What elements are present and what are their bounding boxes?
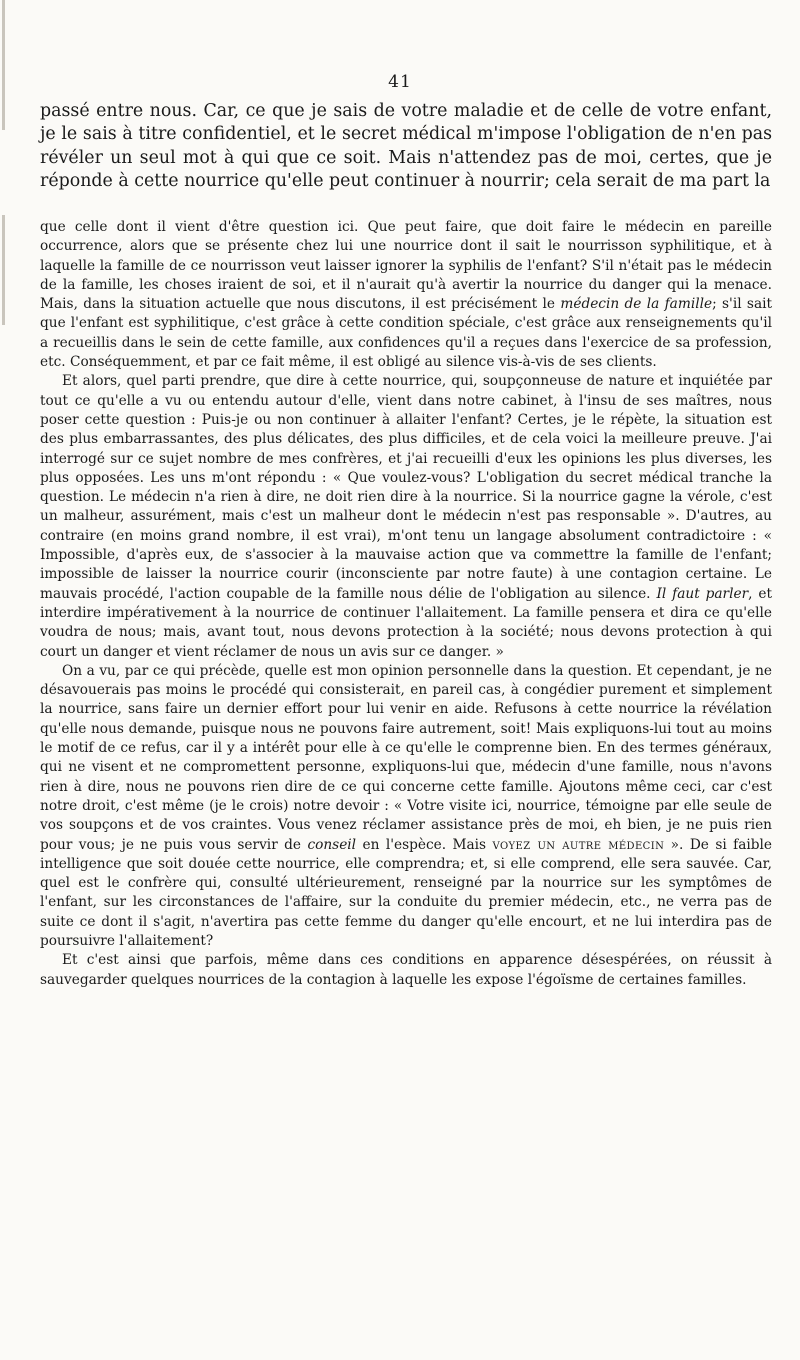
emphasis-text: conseil — [307, 836, 357, 853]
quoted-passage: passé entre nous. Car, ce que je sais de votre maladie et de celle de votre enfant, je le sais à titre confidentiel, et le secret médical m'impose l'obligation de n'en pas révéler un seul mot à qui que ce soit. Mais n'attendez pas de moi, certes, que je réponde à cette nourrice qu'elle peut continuer à nourrir; cela serait de ma part la — [40, 101, 772, 192]
page-edge-shadow — [2, 215, 5, 325]
paragraph-3 — [40, 662, 772, 951]
paragraph-2-text-cont: , et interdire impérativement à la nourrice de continuer l'allaitement. La famille pensera et dira ce qu'elle voudra de nous; mais, avant tout, nous devons protection à la société; nous devons protection à qui court un danger et vient réclamer de nous un avis sur ce danger. » — [40, 585, 773, 660]
paragraph-2-text: Et alors, quel parti prendre, que dire à cette nourrice, qui, soupçonneuse de nature et inquiétée par tout ce qu'elle a vu ou entendu autour d'elle, vient dans notre cabinet, à l'insu de ses maîtres, nous poser cette question : Puis-je ou non continuer à allaiter l'enfant? Certes, je le répète, la situation est des plus embarrassantes, des plus délicates, des plus difficiles, et de cela voici la meilleure preuve. J'ai interrogé sur ce sujet nombre de mes confrères, et j'ai recueilli d'eux les opinions les plus diverses, les plus opposées. Les uns m'ont répondu : « Que voulez-vous? L'obligation du secret médical tranche la question. Le médecin n'a rien à dire, ne doit rien dire à la nourrice. Si la nourrice gagne la vérole, c'est un malheur, assurément, mais c'est un malheur dont le médecin n'est pas responsable ». D'autres, au contraire (en moins grand nombre, il est vrai), m'ont tenu un langage absolument contradictoire : « Impossible, d'après eux, de s'associer à la mauvaise action que va commettre la famille de l'enfant; impossible de laisser la nourrice courir (inconsciente par notre faute) à une contagion certaine. Le mauvais procédé, l'action coupable de la famille nous délie de l'obligation au silence. — [40, 373, 772, 602]
page-edge-shadow — [2, 0, 5, 130]
paragraph-3-text: On a vu, par ce qui précède, quelle est mon opinion personnelle dans la question. Et cependant, je ne désavouerais pas moins le procédé qui consisterait, en pareil cas, à congédier purement et simplement la nourrice, sans faire un dernier effort pour lui venir en aide. Refusons à cette nourrice la révélation qu'elle nous demande, puisque nous ne pouvons faire autrement, soit! Mais expliquons-lui tout au moins le motif de ce refus, car il y a intérêt pour elle à ce qu'elle le comprenne bien. En des termes généraux, qui ne visent et ne compromettent personne, expliquons-lui que, médecin d'une famille, nous n'avons rien à dire, nous ne pouvons rien dire de ce qui concerne cette famille. Ajoutons même ceci, car c'est notre droit, c'est même (je le crois) notre devoir : « Votre visite ici, nourrice, témoigne par elle seule de vos soupçons et de vos craintes. Vous venez réclamer assistance près de moi, eh bien, je ne puis rien pour vous; je ne puis vous servir de — [40, 662, 772, 853]
paragraph-1-text: que celle dont il vient d'être question ici. Que peut faire, que doit faire le médecin en pareille occurrence, alors que se présente chez lui une nourrice dont il sait le nourrisson syphilitique, et à laquelle la famille de ce nourrisson veut laisser ignorer la syphilis de l'enfant? S'il n'était pas le médecin de la famille, les choses iraient de soi, et il n'aurait qu'à avertir la nourrice du danger qui la menace. Mais, dans la situation actuelle que nous discutons, il est précisément le — [40, 219, 772, 313]
paragraph-1 — [40, 218, 772, 372]
emphasis-text: médecin de la famille — [560, 296, 713, 313]
paragraph-3-text-cont: en l'espèce. Mais — [356, 836, 493, 853]
paragraph-2 — [40, 372, 772, 661]
main-text — [40, 218, 772, 990]
paragraph-4-text: Et c'est ainsi que parfois, même dans ces conditions en apparence désespérées, on réussit à sauvegarder quelques nourrices de la contagion à laquelle les expose l'égoïsme de certaines familles. — [40, 952, 772, 988]
page-number: 41 — [388, 72, 412, 92]
paragraph-3-text-end: ». De si faible intelligence que soit douée cette nourrice, elle comprendra; et, si elle comprend, elle sera sauvée. Car, quel est le confrère qui, consulté ultérieurement, renseigné par la nourrice sur les symptômes de l'enfant, sur les circonstances de l'affaire, sur la conduite du premier médecin, etc., ne verra pas de suite ce dont il s'agit, n'avertira pas cette femme du danger qu'elle encourt, et ne lui interdira pas de poursuivre l'allaitement? — [40, 836, 772, 949]
paragraph-4 — [40, 951, 772, 990]
paragraph-1-text-cont: ; s'il sait que l'enfant est syphilitique, c'est grâce à cette condition spéciale, c'est grâce aux renseignements qu'il a recueillis dans le sein de cette famille, aux confidences qu'il a reçues dans l'exercice de sa profession, etc. Conséquemment, et par ce fait même, il est obligé au silence vis-à-vis de ses clients. — [40, 296, 772, 371]
small-caps-text: voyez un autre médecin — [492, 836, 665, 853]
emphasis-text: Il faut parler — [656, 585, 749, 602]
